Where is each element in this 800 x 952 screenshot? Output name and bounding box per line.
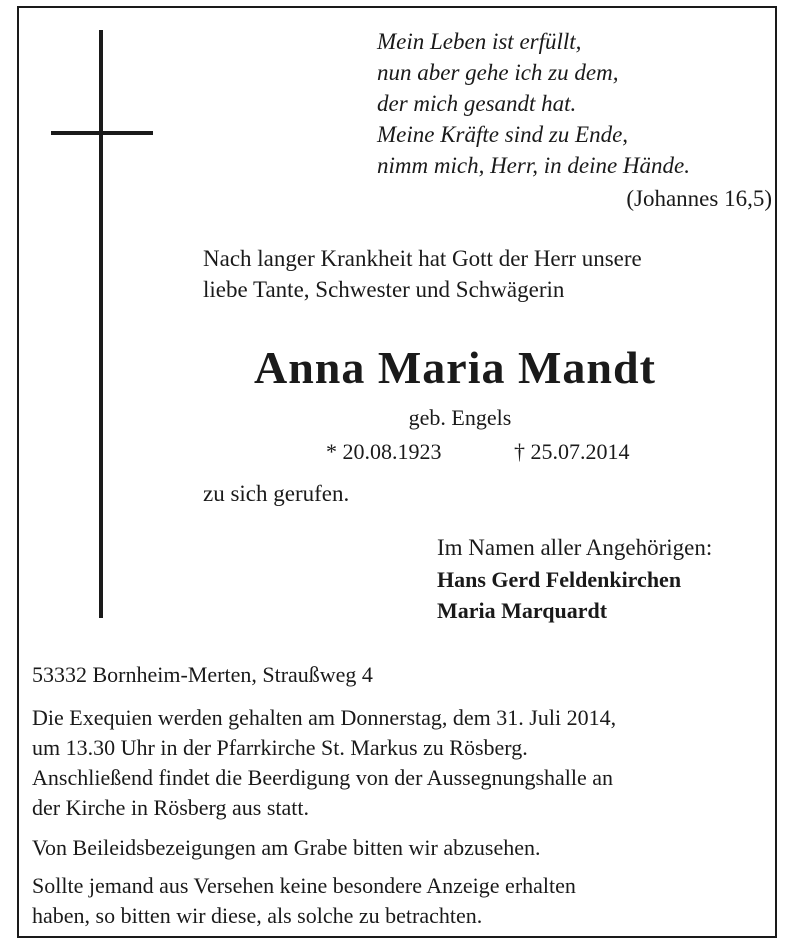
service-line: Die Exequien werden gehalten am Donnerstag, dem 31. Juli 2014, [32, 705, 617, 730]
address: 53332 Bornheim-Merten, Straußweg 4 [32, 662, 373, 687]
verse-line: nimm mich, Herr, in deine Hände. [377, 153, 691, 178]
bible-verse [377, 26, 777, 181]
deceased-name: Anna Maria Mandt [254, 342, 656, 393]
birth-name: geb. Engels [408, 405, 512, 430]
cross-icon [99, 30, 103, 618]
service-line: Anschließend findet die Beerdigung von der Aussegnungshalle an [32, 765, 614, 790]
notice-line: haben, so bitten wir diese, als solche zu betrachten. [32, 903, 483, 928]
birth-date: * 20.08.1923 [326, 439, 442, 464]
mourner-name: Hans Gerd Feldenkirchen [437, 567, 682, 592]
mourner-name: Maria Marquardt [437, 598, 608, 623]
condolence-line: Von Beileidsbezeigungen am Grabe bitten wir abzusehen. [32, 835, 541, 860]
cross-icon-bar [51, 131, 153, 135]
service-line: um 13.30 Uhr in der Pfarrkirche St. Markus zu Rösberg. [32, 735, 528, 760]
verse-line: nun aber gehe ich zu dem, [377, 60, 619, 85]
family-intro: Im Namen aller Angehörigen: [437, 535, 713, 560]
announcement-intro [203, 243, 773, 305]
notice-note [32, 871, 772, 931]
death-date: † 25.07.2014 [514, 439, 630, 464]
verse-reference: (Johannes 16,5) [626, 186, 772, 211]
service-line: der Kirche in Rösberg aus statt. [32, 795, 309, 820]
called-home-text: zu sich gerufen. [203, 481, 350, 506]
notice-line: Sollte jemand aus Versehen keine besondere Anzeige erhalten [32, 873, 576, 898]
condolence-note [32, 833, 772, 863]
intro-line: Nach langer Krankheit hat Gott der Herr unsere [203, 246, 642, 271]
verse-line: der mich gesandt hat. [377, 91, 577, 116]
verse-line: Meine Kräfte sind zu Ende, [377, 122, 629, 147]
verse-line: Mein Leben ist erfüllt, [377, 29, 582, 54]
service-details [32, 703, 772, 823]
intro-line: liebe Tante, Schwester und Schwägerin [203, 277, 565, 302]
